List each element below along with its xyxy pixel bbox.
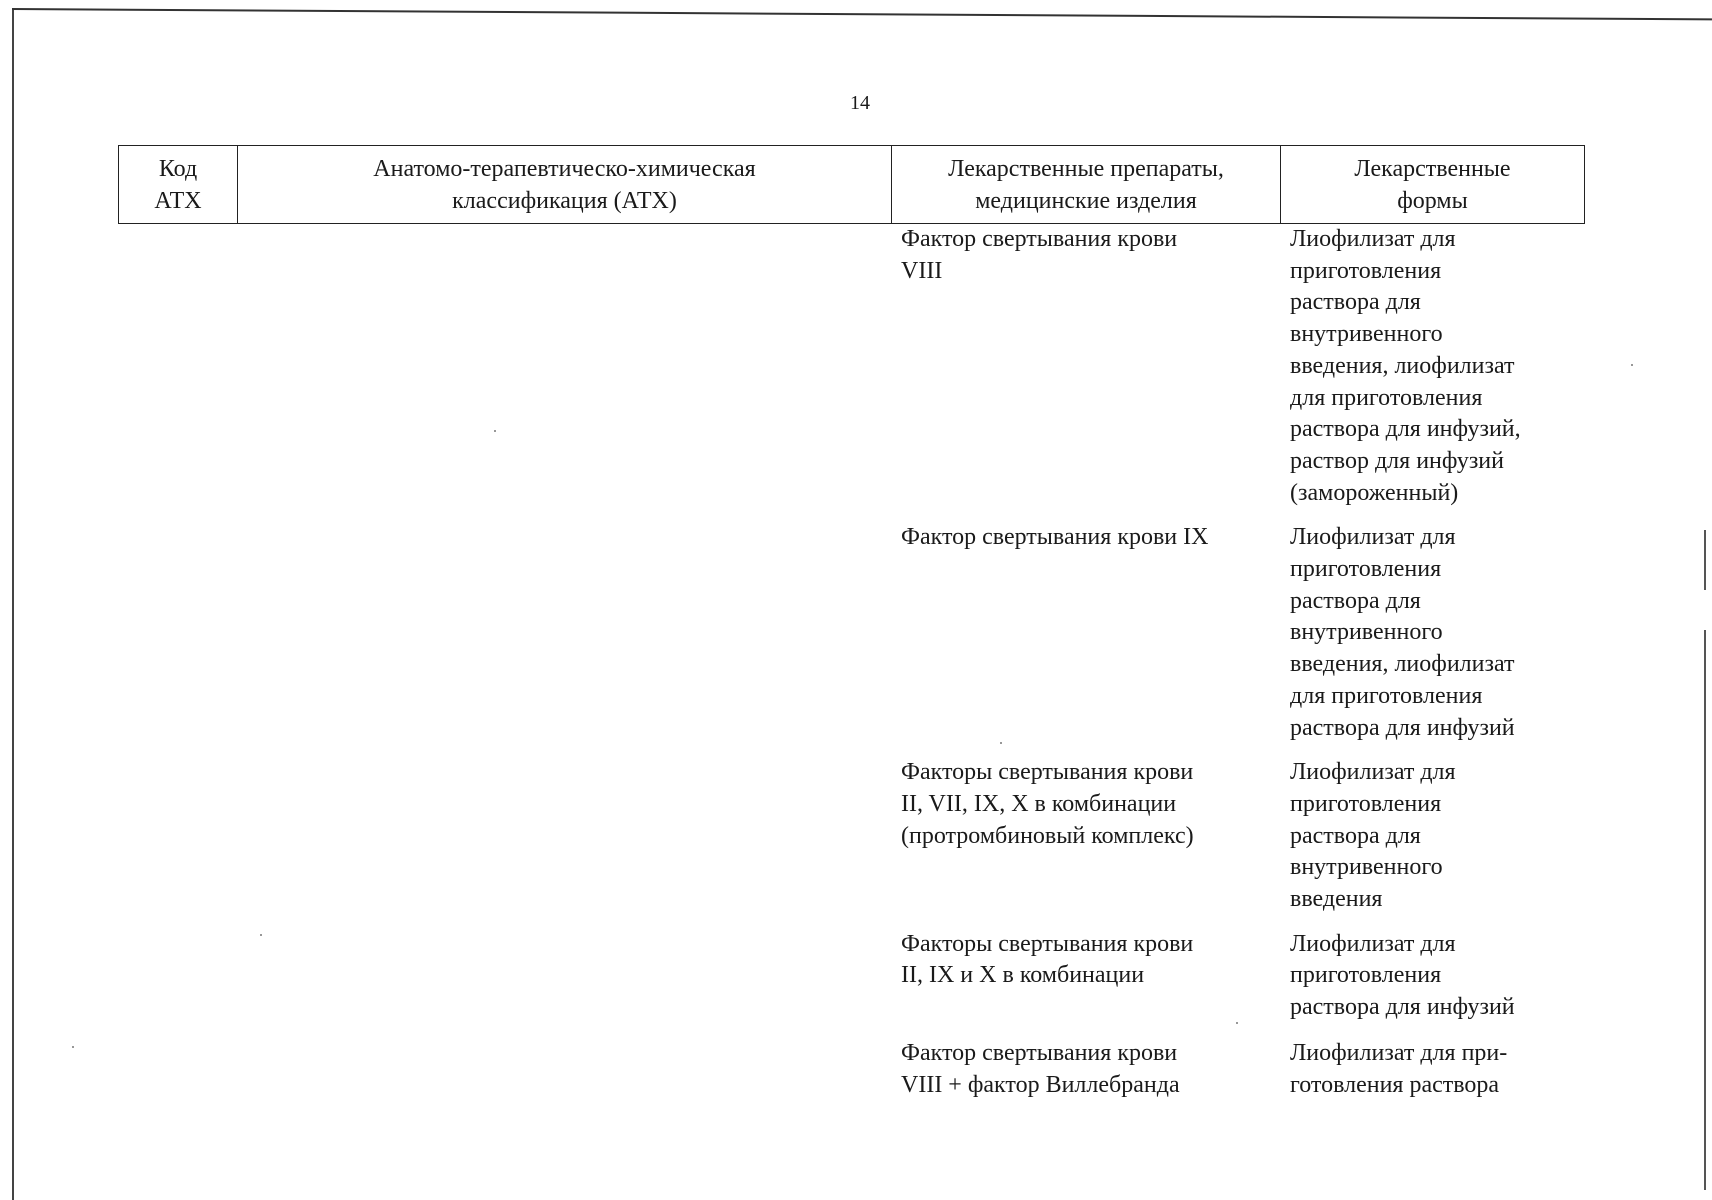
form-text: Лиофилизат для	[1290, 759, 1456, 786]
scan-edge-right-mark	[1704, 530, 1706, 590]
table-row	[901, 929, 1601, 1024]
drug-cell	[901, 1038, 1290, 1101]
form-text: внутривенного	[1290, 321, 1443, 348]
drug-text: (протромбиновый комплекс)	[901, 822, 1194, 849]
form-text: раствора для инфузий,	[1290, 416, 1521, 443]
header-text: Лекарственные	[1354, 155, 1511, 182]
table-body	[901, 224, 1601, 1101]
form-text: Лиофилизат для при-	[1290, 1039, 1508, 1066]
drug-text: Фактор свертывания крови IX	[901, 524, 1209, 551]
form-text: раствора для	[1290, 822, 1421, 849]
form-text: приготовления	[1290, 962, 1442, 989]
scan-speck	[1631, 364, 1633, 366]
form-text: введения	[1290, 886, 1383, 913]
header-atx-code	[119, 146, 238, 223]
drug-cell	[901, 929, 1290, 1024]
drug-text: Фактор свертывания крови	[901, 1039, 1178, 1066]
form-text: Лиофилизат для	[1290, 226, 1456, 252]
scan-edge-left	[12, 10, 14, 1200]
table-header	[118, 145, 1585, 224]
header-text: Анатомо-терапевтическо-химическая	[373, 155, 756, 182]
form-text: приготовления	[1290, 790, 1442, 817]
scan-speck	[494, 430, 496, 432]
header-text: классификация (АТХ)	[452, 187, 677, 214]
header-text: Код	[158, 155, 198, 182]
form-text: внутривенного	[1290, 854, 1443, 881]
form-cell	[1290, 1038, 1580, 1101]
drug-cell	[901, 522, 1290, 744]
form-cell	[1290, 929, 1580, 1024]
page-number: 14	[850, 92, 870, 114]
form-cell	[1290, 224, 1580, 509]
form-text: для приготовления	[1290, 682, 1483, 709]
header-drugs	[892, 146, 1281, 223]
header-text: медицинские изделия	[975, 187, 1197, 214]
table-row	[901, 224, 1601, 509]
form-text: раствора для	[1290, 289, 1421, 316]
header-text: Лекарственные препараты,	[948, 155, 1224, 182]
drug-text: II, VII, IX, X в комбинации	[901, 790, 1177, 817]
form-cell	[1290, 522, 1580, 744]
drug-cell	[901, 224, 1290, 509]
drug-cell	[901, 757, 1290, 916]
form-text: раствор для инфузий	[1290, 447, 1504, 474]
header-atx-classification	[238, 146, 892, 223]
form-text: приготовления	[1290, 257, 1442, 284]
scan-edge-right-mark	[1704, 630, 1706, 1190]
header-dosage-forms	[1281, 146, 1584, 223]
drug-text: Факторы свертывания крови	[901, 759, 1194, 786]
table-row	[901, 1038, 1601, 1101]
form-text: раствора для инфузий	[1290, 714, 1515, 741]
header-text: формы	[1397, 187, 1468, 214]
drug-text: Фактор свертывания крови	[901, 226, 1178, 252]
drug-text: Факторы свертывания крови	[901, 930, 1194, 957]
header-text: АТХ	[154, 187, 202, 214]
form-text: внутривенного	[1290, 619, 1443, 646]
form-text: для приготовления	[1290, 384, 1483, 411]
drug-text: VIII	[901, 257, 943, 284]
form-text: готовления раствора	[1290, 1071, 1500, 1098]
scan-speck	[260, 934, 262, 936]
form-text: введения, лиофилизат	[1290, 651, 1515, 678]
form-text: Лиофилизат для	[1290, 930, 1456, 957]
form-text: приготовления	[1290, 556, 1442, 583]
form-text: раствора для	[1290, 587, 1421, 614]
form-text: раствора для инфузий	[1290, 994, 1515, 1021]
scan-edge-top	[12, 8, 1712, 20]
table-row	[901, 757, 1601, 916]
form-text: введения, лиофилизат	[1290, 352, 1515, 379]
form-text: (замороженный)	[1290, 479, 1459, 506]
table-row	[901, 522, 1601, 744]
form-text: Лиофилизат для	[1290, 524, 1456, 551]
scan-speck	[72, 1046, 74, 1048]
drug-text: VIII + фактор Виллебранда	[901, 1071, 1180, 1098]
form-cell	[1290, 757, 1580, 916]
drug-text: II, IX и X в комбинации	[901, 962, 1145, 989]
